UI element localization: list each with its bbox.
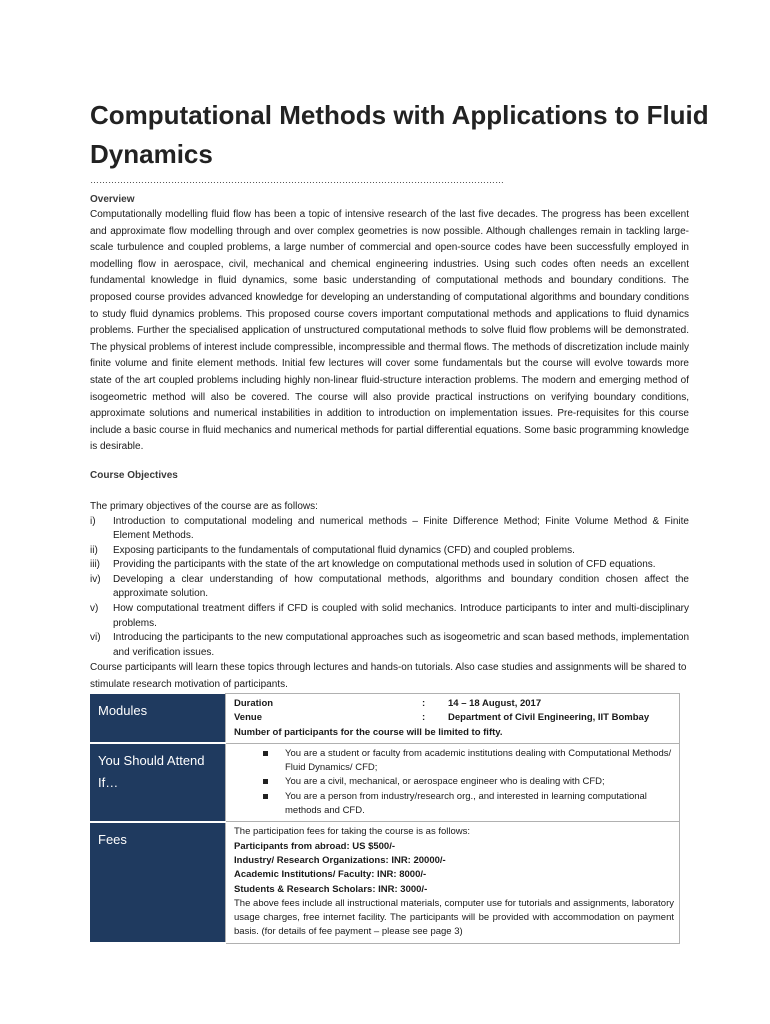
fees-cell (226, 822, 680, 943)
bullet-icon (263, 779, 268, 784)
course-info-table (90, 693, 680, 944)
list-item: vi) Introducing the participants to the new computational approaches such as isogeometric and scan based methods, implementation and verification issues. (90, 632, 689, 658)
list-item: iii) Providing the participants with the state of the art knowledge on computational methods used in solution of CFD equations. (90, 559, 656, 571)
participant-limit: Number of participants for the course will be limited to fifty. (234, 726, 503, 738)
duration-row: Duration : 14 – 18 August, 2017 (234, 698, 542, 709)
attend-label: You Should Attend If… (90, 743, 226, 821)
objectives-closing: Course participants will learn these topics through lectures and hands-on tutorials. Also case studies and assignments will be shared to stimulate research motivation of participants. (90, 662, 687, 691)
list-item: i) Introduction to computational modeling and numerical methods – Finite Difference Method; Finite Volume Method & Finite Element Methods. (90, 515, 689, 542)
fee-item: Academic Institutions/ Faculty: INR: 8000/- (234, 869, 427, 881)
fee-item: Students & Research Scholars: INR: 3000/- (234, 883, 428, 895)
list-item: ii) Exposing participants to the fundamentals of computational fluid dynamics (CFD) and coupled problems. (90, 544, 575, 556)
table-row (90, 694, 680, 744)
page-title: Computational Methods with Applications to Fluid Dynamics (90, 100, 709, 169)
objectives-intro: The primary objectives of the course are as follows: (90, 500, 318, 512)
attend-list (234, 747, 674, 818)
bullet-icon (263, 794, 268, 799)
attend-cell (226, 743, 680, 821)
list-item: v) How computational treatment differs if CFD is coupled with solid mechanics. Introduce participants to inter and multi-disciplinary problems. (90, 603, 689, 629)
table-row (90, 743, 680, 821)
fees-intro: The participation fees for taking the course is as follows: (234, 826, 471, 838)
venue-row: Venue : Department of Civil Engineering, IIT Bombay (234, 712, 650, 724)
list-item: You are a student or faculty from academic institutions dealing with Computational Methods/ Fluid Dynamics/ CFD; (234, 747, 674, 776)
main-content (90, 193, 689, 694)
fee-item: Participants from abroad: US $500/- (234, 840, 396, 852)
modules-label: Modules (90, 694, 226, 744)
list-item: iv) Developing a clear understanding of how computational methods, algorithms and boundary condition chosen affect the approximate solution. (90, 573, 689, 600)
overview-text: Computationally modelling fluid flow has been a topic of intensive research of the last five decades. The progress has been excellent and approximate flow modelling through and over complex geometries is now possible. Although challenges remain in tackling large-scale turbulence and coupled problems, a large number of commercial and open-source codes have been successfully employed in modelling flow in aerospace, civil, mechanical and chemical engineering industries. Using such codes often needs an excellent fundamental knowledge in fluid dynamics, some basic understanding of computational methods and boundary conditions. The proposed course provides advanced knowledge for developing an understanding of computational algorithms and boundary conditions to study fluid dynamics problems. This proposed course covers important computational methods and applications to fluid dynamics problems. Further the specialised application of unstructured computational methods to solve fluid flow problems will be demonstrated. The physical problems of interest include compressible, incompressible and thermal flows. The methods of discretization include mainly finite volume and finite element methods. Initial few lectures will cover some fundamentals but the course will evolve towards more state of the art coupled problems including highly non-linear fluid-structure interaction problems. The modern and emerging method of isogeometric method will also be covered. The course will also provide practical instructions on verifying boundary conditions, approximate solutions and numerical instabilities in addition to introduction on implementation issues. Pre-requisites for this course include a basic course in fluid mechanics and numerical methods for partial differential equations. Some basic programming knowledge is desirable. (90, 209, 689, 453)
table-row (90, 822, 680, 943)
fees-label: Fees (90, 822, 226, 943)
objectives-list (90, 515, 689, 661)
title-separator: ………………………………………………………………………………………………………………………… (90, 175, 504, 185)
fee-item: Industry/ Research Organizations: INR: 20000/- (234, 854, 446, 866)
list-item: You are a civil, mechanical, or aerospace engineer who is dealing with CFD; (234, 775, 674, 789)
list-item: You are a person from industry/research org., and interested in learning computational methods and CFD. (234, 790, 674, 819)
bullet-icon (263, 751, 268, 756)
fees-note: The above fees include all instructional materials, computer use for tutorials and assignments, laboratory usage charges, free internet facility. The participants will be provided with accommodation on payment basis. (for details of fee payment – please see page 3) (234, 897, 674, 938)
objectives-heading: Course Objectives (90, 469, 178, 481)
modules-cell (226, 694, 680, 744)
overview-heading: Overview (90, 194, 135, 205)
